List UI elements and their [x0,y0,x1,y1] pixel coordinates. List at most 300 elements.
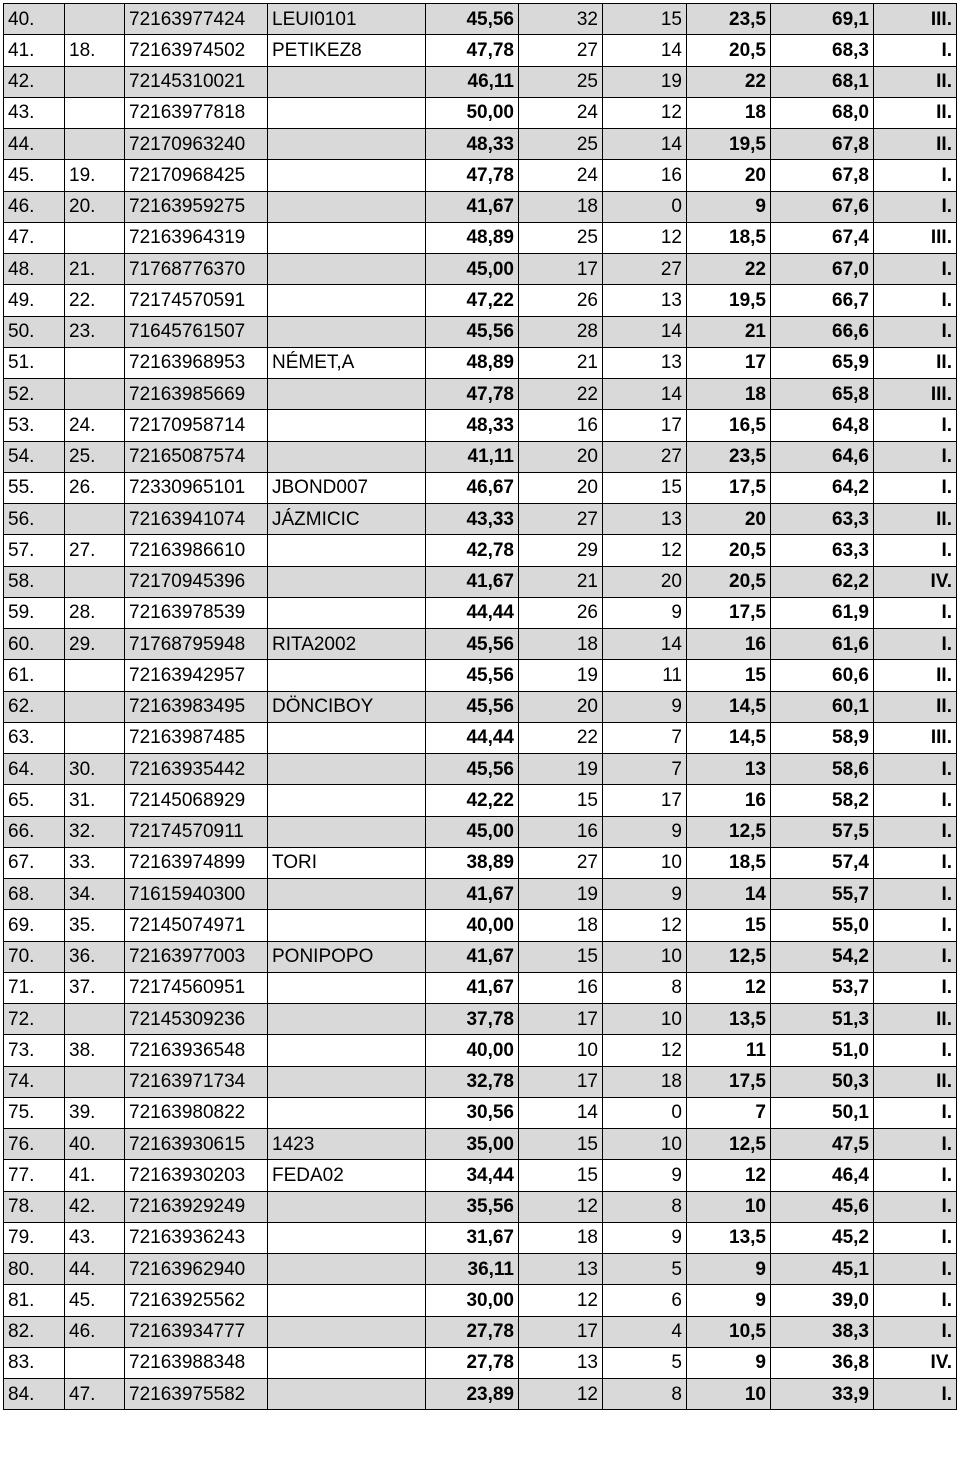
count-b-cell: 12 [603,222,687,253]
table-row [4,1097,957,1128]
category-rank-cell: 29. [65,629,125,660]
overall-rank-cell: 60. [4,629,65,660]
count-b-cell: 27 [603,254,687,285]
table-row [4,66,957,97]
grade-cell: I. [874,160,957,191]
grade-cell: I. [874,972,957,1003]
table-row [4,1066,957,1097]
overall-rank-cell: 56. [4,504,65,535]
count-a-cell: 24 [519,97,603,128]
points-cell: 13 [687,754,771,785]
points-cell: 17 [687,347,771,378]
count-a-cell: 10 [519,1035,603,1066]
table-row [4,847,957,878]
score-cell: 51,0 [771,1035,874,1066]
grade-cell: I. [874,1222,957,1253]
grade-cell: I. [874,254,957,285]
score-cell: 51,3 [771,1004,874,1035]
table-row [4,660,957,691]
student-id-cell: 72174570911 [125,816,268,847]
score-cell: 67,8 [771,160,874,191]
category-rank-cell: 40. [65,1129,125,1160]
count-a-cell: 15 [519,941,603,972]
score-cell: 54,2 [771,941,874,972]
table-row [4,910,957,941]
category-rank-cell [65,722,125,753]
score-cell: 68,0 [771,97,874,128]
nickname-cell [268,222,426,253]
grade-cell: I. [874,754,957,785]
score-cell: 47,5 [771,1129,874,1160]
points-cell: 9 [687,1347,771,1378]
grade-cell: I. [874,1254,957,1285]
grade-cell: I. [874,629,957,660]
overall-rank-cell: 81. [4,1285,65,1316]
grade-cell: III. [874,222,957,253]
student-id-cell: 72330965101 [125,472,268,503]
count-b-cell: 15 [603,472,687,503]
percent-cell: 45,56 [426,629,519,660]
count-b-cell: 9 [603,1160,687,1191]
overall-rank-cell: 70. [4,941,65,972]
nickname-cell [268,1191,426,1222]
points-cell: 17,5 [687,1066,771,1097]
percent-cell: 23,89 [426,1379,519,1410]
overall-rank-cell: 57. [4,535,65,566]
grade-cell: I. [874,316,957,347]
score-cell: 68,3 [771,35,874,66]
table-row [4,879,957,910]
grade-cell: II. [874,691,957,722]
table-row [4,1347,957,1378]
points-cell: 13,5 [687,1004,771,1035]
nickname-cell [268,285,426,316]
count-b-cell: 9 [603,597,687,628]
table-row [4,691,957,722]
nickname-cell [268,1066,426,1097]
overall-rank-cell: 43. [4,97,65,128]
percent-cell: 45,00 [426,816,519,847]
student-id-cell: 72165087574 [125,441,268,472]
overall-rank-cell: 79. [4,1222,65,1253]
percent-cell: 47,22 [426,285,519,316]
nickname-cell: FEDA02 [268,1160,426,1191]
count-b-cell: 9 [603,879,687,910]
points-cell: 15 [687,660,771,691]
category-rank-cell: 25. [65,441,125,472]
score-cell: 53,7 [771,972,874,1003]
points-cell: 10 [687,1379,771,1410]
student-id-cell: 72163983495 [125,691,268,722]
grade-cell: I. [874,597,957,628]
percent-cell: 41,67 [426,879,519,910]
percent-cell: 27,78 [426,1347,519,1378]
table-row [4,4,957,35]
percent-cell: 45,56 [426,754,519,785]
category-rank-cell [65,129,125,160]
points-cell: 18 [687,97,771,128]
percent-cell: 30,00 [426,1285,519,1316]
count-b-cell: 12 [603,97,687,128]
category-rank-cell: 31. [65,785,125,816]
count-b-cell: 9 [603,816,687,847]
count-b-cell: 9 [603,691,687,722]
table-row [4,160,957,191]
count-a-cell: 22 [519,379,603,410]
nickname-cell [268,1379,426,1410]
percent-cell: 45,56 [426,4,519,35]
category-rank-cell: 45. [65,1285,125,1316]
score-cell: 67,0 [771,254,874,285]
category-rank-cell: 37. [65,972,125,1003]
count-a-cell: 22 [519,722,603,753]
nickname-cell [268,816,426,847]
category-rank-cell: 20. [65,191,125,222]
category-rank-cell [65,566,125,597]
grade-cell: III. [874,722,957,753]
count-b-cell: 10 [603,1004,687,1035]
count-b-cell: 14 [603,316,687,347]
student-id-cell: 72163974899 [125,847,268,878]
points-cell: 20 [687,504,771,535]
count-b-cell: 10 [603,847,687,878]
student-id-cell: 72145310021 [125,66,268,97]
points-cell: 12,5 [687,941,771,972]
score-cell: 69,1 [771,4,874,35]
category-rank-cell [65,1004,125,1035]
percent-cell: 50,00 [426,97,519,128]
overall-rank-cell: 44. [4,129,65,160]
table-row [4,379,957,410]
nickname-cell [268,1254,426,1285]
category-rank-cell: 19. [65,160,125,191]
score-cell: 45,1 [771,1254,874,1285]
count-b-cell: 11 [603,660,687,691]
grade-cell: II. [874,66,957,97]
grade-cell: I. [874,472,957,503]
count-b-cell: 13 [603,285,687,316]
nickname-cell [268,1222,426,1253]
count-b-cell: 6 [603,1285,687,1316]
count-a-cell: 18 [519,1222,603,1253]
overall-rank-cell: 55. [4,472,65,503]
table-row [4,129,957,160]
points-cell: 12,5 [687,816,771,847]
count-a-cell: 19 [519,754,603,785]
nickname-cell [268,1285,426,1316]
student-id-cell: 72163977003 [125,941,268,972]
points-cell: 7 [687,1097,771,1128]
points-cell: 16,5 [687,410,771,441]
student-id-cell: 72163935442 [125,754,268,785]
nickname-cell [268,879,426,910]
category-rank-cell: 46. [65,1316,125,1347]
count-b-cell: 18 [603,1066,687,1097]
overall-rank-cell: 80. [4,1254,65,1285]
overall-rank-cell: 74. [4,1066,65,1097]
points-cell: 23,5 [687,441,771,472]
category-rank-cell [65,4,125,35]
student-id-cell: 72163988348 [125,1347,268,1378]
table-row [4,285,957,316]
nickname-cell [268,191,426,222]
nickname-cell [268,972,426,1003]
score-cell: 64,6 [771,441,874,472]
overall-rank-cell: 83. [4,1347,65,1378]
points-cell: 22 [687,66,771,97]
count-b-cell: 19 [603,66,687,97]
count-a-cell: 15 [519,785,603,816]
count-a-cell: 18 [519,629,603,660]
grade-cell: I. [874,910,957,941]
category-rank-cell: 36. [65,941,125,972]
count-a-cell: 18 [519,910,603,941]
nickname-cell: NÉMET,A [268,347,426,378]
table-row [4,35,957,66]
category-rank-cell [65,1347,125,1378]
count-a-cell: 20 [519,472,603,503]
table-row [4,1379,957,1410]
count-a-cell: 17 [519,1316,603,1347]
category-rank-cell: 32. [65,816,125,847]
grade-cell: I. [874,1097,957,1128]
count-a-cell: 16 [519,816,603,847]
points-cell: 17,5 [687,472,771,503]
category-rank-cell: 22. [65,285,125,316]
table-row [4,410,957,441]
table-row [4,535,957,566]
nickname-cell: TORI [268,847,426,878]
points-cell: 21 [687,316,771,347]
student-id-cell: 72174570591 [125,285,268,316]
percent-cell: 47,78 [426,379,519,410]
overall-rank-cell: 47. [4,222,65,253]
student-id-cell: 72163975582 [125,1379,268,1410]
percent-cell: 36,11 [426,1254,519,1285]
points-cell: 23,5 [687,4,771,35]
category-rank-cell [65,66,125,97]
student-id-cell: 72163929249 [125,1191,268,1222]
overall-rank-cell: 84. [4,1379,65,1410]
overall-rank-cell: 69. [4,910,65,941]
points-cell: 16 [687,629,771,660]
grade-cell: II. [874,129,957,160]
count-a-cell: 29 [519,535,603,566]
count-a-cell: 26 [519,285,603,316]
student-id-cell: 72163930203 [125,1160,268,1191]
points-cell: 9 [687,191,771,222]
table-row [4,504,957,535]
grade-cell: II. [874,504,957,535]
category-rank-cell: 41. [65,1160,125,1191]
grade-cell: I. [874,1379,957,1410]
count-b-cell: 7 [603,754,687,785]
percent-cell: 47,78 [426,35,519,66]
category-rank-cell: 38. [65,1035,125,1066]
score-cell: 60,6 [771,660,874,691]
nickname-cell [268,1035,426,1066]
nickname-cell [268,1347,426,1378]
overall-rank-cell: 53. [4,410,65,441]
category-rank-cell [65,347,125,378]
count-a-cell: 24 [519,160,603,191]
table-row [4,597,957,628]
student-id-cell: 72174560951 [125,972,268,1003]
count-b-cell: 9 [603,1222,687,1253]
overall-rank-cell: 65. [4,785,65,816]
table-row [4,441,957,472]
table-row [4,191,957,222]
count-b-cell: 0 [603,1097,687,1128]
percent-cell: 30,56 [426,1097,519,1128]
nickname-cell [268,410,426,441]
percent-cell: 41,67 [426,941,519,972]
overall-rank-cell: 41. [4,35,65,66]
count-b-cell: 10 [603,1129,687,1160]
table-row [4,347,957,378]
category-rank-cell [65,97,125,128]
grade-cell: I. [874,191,957,222]
grade-cell: I. [874,1035,957,1066]
percent-cell: 40,00 [426,910,519,941]
score-cell: 64,2 [771,472,874,503]
student-id-cell: 72163986610 [125,535,268,566]
table-row [4,316,957,347]
nickname-cell [268,722,426,753]
count-a-cell: 15 [519,1129,603,1160]
student-id-cell: 72163936243 [125,1222,268,1253]
student-id-cell: 71768776370 [125,254,268,285]
student-id-cell: 72170958714 [125,410,268,441]
nickname-cell [268,785,426,816]
overall-rank-cell: 73. [4,1035,65,1066]
points-cell: 15 [687,910,771,941]
score-cell: 58,2 [771,785,874,816]
table-row [4,97,957,128]
student-id-cell: 72163925562 [125,1285,268,1316]
count-b-cell: 8 [603,1379,687,1410]
overall-rank-cell: 52. [4,379,65,410]
nickname-cell: JÁZMICIC [268,504,426,535]
percent-cell: 35,56 [426,1191,519,1222]
overall-rank-cell: 51. [4,347,65,378]
count-a-cell: 28 [519,316,603,347]
count-a-cell: 14 [519,1097,603,1128]
percent-cell: 44,44 [426,722,519,753]
grade-cell: I. [874,535,957,566]
count-b-cell: 8 [603,1191,687,1222]
category-rank-cell: 42. [65,1191,125,1222]
table-row [4,941,957,972]
count-b-cell: 13 [603,347,687,378]
student-id-cell: 72163985669 [125,379,268,410]
percent-cell: 45,00 [426,254,519,285]
category-rank-cell [65,660,125,691]
nickname-cell [268,66,426,97]
count-b-cell: 15 [603,4,687,35]
grade-cell: I. [874,847,957,878]
grade-cell: I. [874,410,957,441]
grade-cell: II. [874,97,957,128]
overall-rank-cell: 67. [4,847,65,878]
points-cell: 18,5 [687,847,771,878]
percent-cell: 46,67 [426,472,519,503]
score-cell: 61,6 [771,629,874,660]
nickname-cell: DÖNCIBOY [268,691,426,722]
grade-cell: I. [874,1160,957,1191]
count-a-cell: 19 [519,660,603,691]
student-id-cell: 72163964319 [125,222,268,253]
grade-cell: I. [874,941,957,972]
table-row [4,1004,957,1035]
points-cell: 17,5 [687,597,771,628]
table-row [4,972,957,1003]
category-rank-cell: 26. [65,472,125,503]
nickname-cell [268,754,426,785]
student-id-cell: 72163968953 [125,347,268,378]
count-a-cell: 19 [519,879,603,910]
table-row [4,816,957,847]
count-a-cell: 20 [519,691,603,722]
overall-rank-cell: 50. [4,316,65,347]
percent-cell: 43,33 [426,504,519,535]
table-row [4,1035,957,1066]
student-id-cell: 72145068929 [125,785,268,816]
nickname-cell: PONIPOPO [268,941,426,972]
percent-cell: 41,11 [426,441,519,472]
nickname-cell: PETIKEZ8 [268,35,426,66]
nickname-cell [268,160,426,191]
table-row [4,754,957,785]
student-id-cell: 72163959275 [125,191,268,222]
percent-cell: 42,22 [426,785,519,816]
student-id-cell: 71645761507 [125,316,268,347]
count-a-cell: 12 [519,1379,603,1410]
grade-cell: IV. [874,566,957,597]
score-cell: 68,1 [771,66,874,97]
category-rank-cell [65,691,125,722]
score-cell: 55,0 [771,910,874,941]
count-b-cell: 13 [603,504,687,535]
student-id-cell: 72163977818 [125,97,268,128]
table-row [4,566,957,597]
grade-cell: IV. [874,1347,957,1378]
table-row [4,222,957,253]
nickname-cell [268,1316,426,1347]
count-a-cell: 21 [519,347,603,378]
nickname-cell [268,129,426,160]
student-id-cell: 72145309236 [125,1004,268,1035]
percent-cell: 34,44 [426,1160,519,1191]
score-cell: 62,2 [771,566,874,597]
count-b-cell: 17 [603,785,687,816]
student-id-cell: 71615940300 [125,879,268,910]
student-id-cell: 72163987485 [125,722,268,753]
points-cell: 18 [687,379,771,410]
percent-cell: 35,00 [426,1129,519,1160]
count-b-cell: 4 [603,1316,687,1347]
table-row [4,785,957,816]
points-cell: 18,5 [687,222,771,253]
grade-cell: II. [874,1066,957,1097]
count-a-cell: 25 [519,66,603,97]
score-cell: 45,2 [771,1222,874,1253]
score-cell: 50,1 [771,1097,874,1128]
count-b-cell: 14 [603,129,687,160]
points-cell: 12 [687,972,771,1003]
percent-cell: 45,56 [426,316,519,347]
count-b-cell: 14 [603,629,687,660]
